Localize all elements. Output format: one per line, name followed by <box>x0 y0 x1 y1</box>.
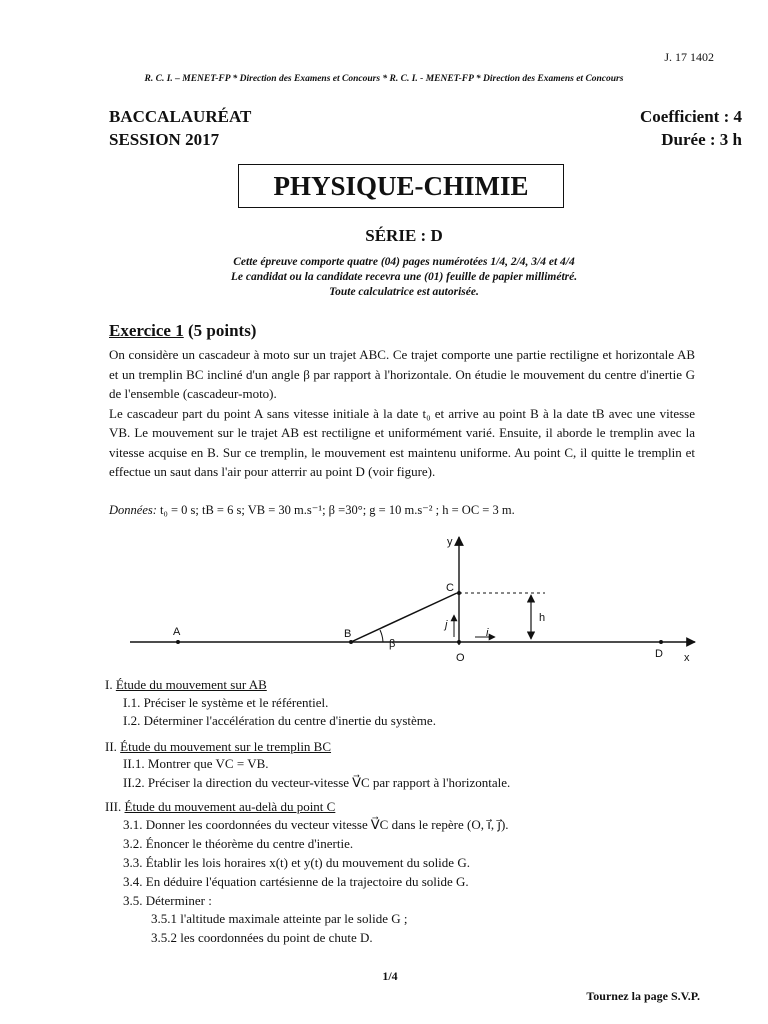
question-1-2: I.2. Déterminer l'accélération du centre d'inertie du système. <box>123 713 436 728</box>
statement-paragraph-2: Le cascadeur part du point A sans vitesse initiale à la date t₀ et arrive au point B à la date tB avec une vitesse VB. Le mouvement sur le trajet AB est rectiligne et uniformément varié. Ensuite, il aborde le tremplin avec la vitesse acquise en B. Sur ce tremplin, le mouvement est maintenu uniforme. Au point C, il quitte le tremplin et effectue un saut dans l'air pour atterrir au point D (voir figure). <box>109 405 695 479</box>
instruction-paper: Le candidat ou la candidate recevra une (01) feuille de papier millimétré. <box>230 271 578 283</box>
instruction-pages: Cette épreuve comporte quatre (04) pages numérotées 1/4, 2/4, 3/4 et 4/4 <box>233 256 575 268</box>
turn-page-note: Tournez la page S.V.P. <box>586 989 700 1003</box>
point-o <box>457 640 461 644</box>
section-3-heading <box>105 797 335 816</box>
label-a: A <box>173 626 181 638</box>
question-1-1: I.1. Préciser le système et le référentiel. <box>123 695 329 710</box>
label-i: i <box>486 627 489 639</box>
question-3-5-1: 3.5.1 l'altitude maximale atteinte par le solide G ; <box>151 911 408 926</box>
exam-instructions <box>0 255 768 300</box>
ministry-banner: R. C. I. – MENET-FP * Direction des Examens et Concours * R. C. I. - MENET-FP * Direction des Examens et Concours <box>144 74 624 84</box>
point-c <box>457 591 461 595</box>
question-3-5: 3.5. Déterminer : <box>123 893 212 908</box>
point-d <box>659 640 663 644</box>
question-2-1: II.1. Montrer que VC = VB. <box>123 756 269 771</box>
section-2-title: Étude du mouvement sur le tremplin BC <box>120 739 332 754</box>
exercise-points: (5 points) <box>183 321 257 340</box>
label-x: x <box>684 652 690 664</box>
exam-code: J. 17 1402 <box>664 50 714 64</box>
point-a <box>176 640 180 644</box>
exercise-statement <box>109 345 695 482</box>
subject-title: PHYSIQUE-CHIMIE <box>238 164 564 208</box>
question-3-4: 3.4. En déduire l'équation cartésienne de la trajectoire du solide G. <box>123 874 469 889</box>
exercise-heading <box>109 321 256 341</box>
exam-header-left <box>109 105 251 151</box>
question-3-3: 3.3. Établir les lois horaires x(t) et y(t) du mouvement du solide G. <box>123 855 470 870</box>
section-2-number: II. <box>105 739 121 754</box>
section-3-number: III. <box>105 799 125 814</box>
label-o: O <box>456 652 465 664</box>
label-beta: β <box>389 638 396 650</box>
label-y: y <box>447 536 453 548</box>
duration: Durée : 3 h <box>661 130 742 149</box>
ramp-bc <box>351 593 457 642</box>
statement-paragraph-1: On considère un cascadeur à moto sur un trajet ABC. Ce trajet comporte une partie rectiligne et horizontale AB et un tremplin BC incliné d'un angle β par rapport à l'horizontale. On étudie le mouvement du centre d'inertie G de l'ensemble (cascadeur-moto). <box>109 347 695 401</box>
label-b: B <box>344 628 352 640</box>
exercise-title: Exercice 1 <box>109 321 184 340</box>
beta-arc <box>380 630 383 642</box>
instruction-calculator: Toute calculatrice est autorisée. <box>329 286 479 298</box>
serie-label: SÉRIE : D <box>365 226 443 245</box>
given-data <box>109 502 515 518</box>
question-3-5-2: 3.5.2 les coordonnées du point de chute D. <box>151 930 373 945</box>
section-1-number: I. <box>105 677 116 692</box>
exam-name: BACCALAURÉAT <box>109 107 252 126</box>
question-3-1: 3.1. Donner les coordonnées du vecteur vitesse V⃗C dans le repère (O, i⃗, j⃗). <box>123 817 509 832</box>
given-data-values: t₀ = 0 s; tB = 6 s; VB = 30 m.s⁻¹; β =30°; g = 10 m.s⁻² ; h = OC = 3 m. <box>156 503 515 517</box>
question-3-2: 3.2. Énoncer le théorème du centre d'inertie. <box>123 836 354 851</box>
section-3-title: Étude du mouvement au-delà du point C <box>124 799 336 814</box>
exam-session: SESSION 2017 <box>109 130 220 149</box>
label-c: C <box>446 582 454 594</box>
label-j: j <box>445 619 448 631</box>
label-h: h <box>539 612 546 624</box>
exam-header-right <box>640 105 742 151</box>
point-b <box>349 640 353 644</box>
coefficient: Coefficient : 4 <box>640 107 742 126</box>
section-1-title: Étude du mouvement sur AB <box>115 677 267 692</box>
question-2-2: II.2. Préciser la direction du vecteur-vitesse V⃗C par rapport à l'horizontale. <box>123 775 511 790</box>
page-number: 1/4 <box>382 969 398 983</box>
trajectory-diagram <box>0 525 768 670</box>
section-1-heading <box>105 675 267 694</box>
label-d: D <box>655 648 663 660</box>
given-data-label: Données: <box>109 503 157 517</box>
